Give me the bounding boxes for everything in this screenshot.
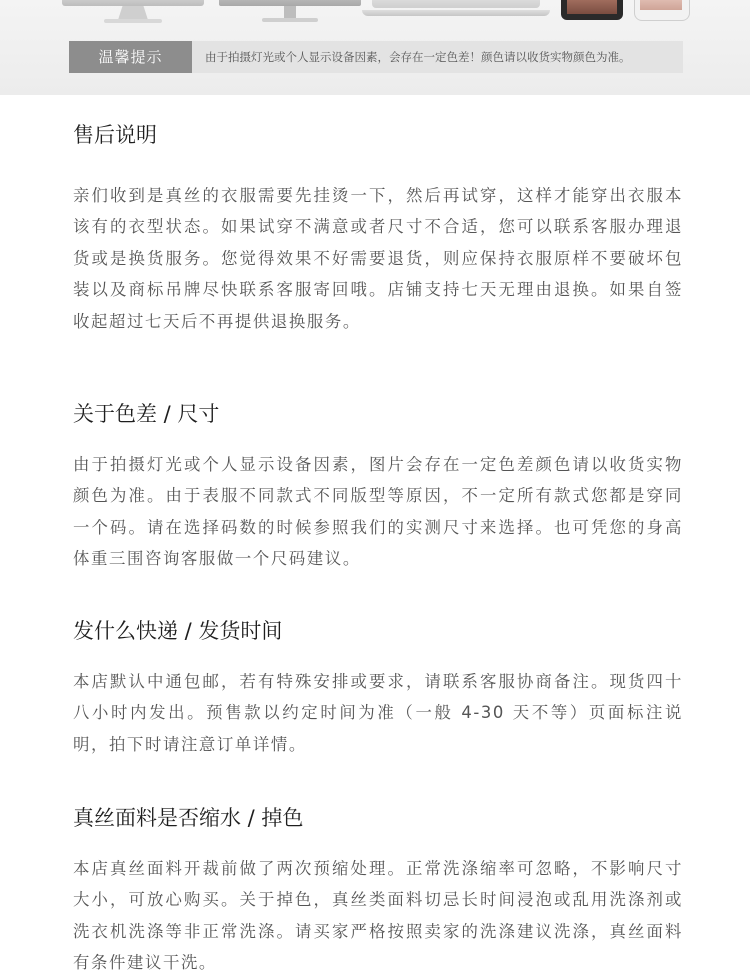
section-shipping [73,617,683,760]
notice-text: 由于拍摄灯光或个人显示设备因素，会存在一定色差！颜色请以收货实物颜色为准。 [205,50,631,64]
device-banner [0,0,750,95]
laptop-illustration [372,0,540,8]
laptop-base-illustration [362,10,550,16]
tablet-screen-illustration [567,0,617,14]
section-after-sales [73,121,683,337]
notice-label: 温馨提示 [69,41,192,73]
color-notice-bar [69,41,683,73]
section-body: 由于拍摄灯光或个人显示设备因素，图片会存在一定色差颜色请以收货实物颜色为准。由于表服不同款式不同版型等原因，不一定所有款式您都是穿同一个码。请在选择码数的时候参照我们的实测尺寸来选择。也可凭您的身高体重三围咨询客服做一个尺码建议。 [73,455,683,569]
section-title: 发什么快递 / 发货时间 [73,619,283,643]
section-body: 本店真丝面料开裁前做了两次预缩处理。正常洗涤缩率可忽略，不影响尺寸大小，可放心购买。关于掉色，真丝类面料切忌长时间浸泡或乱用洗涤剂或洗衣机洗涤等非正常洗涤。请买家严格按照卖家的洗涤建议洗涤，真丝面料有条件建议干洗。 [73,859,683,973]
imac-base-illustration [104,19,162,23]
imac-illustration [62,0,204,6]
section-fabric-care [73,804,683,979]
section-color-size [73,400,683,575]
monitor-stand-illustration [284,6,296,18]
section-title: 售后说明 [73,123,157,147]
monitor-base-illustration [262,18,318,22]
phone-screen-illustration [640,0,682,10]
section-title: 真丝面料是否缩水 / 掉色 [73,806,304,830]
imac-stand-illustration [118,6,148,20]
section-body: 亲们收到是真丝的衣服需要先挂烫一下，然后再试穿，这样才能穿出衣服本该有的衣型状态。如果试穿不满意或者尺寸不合适，您可以联系客服办理退货或是换货服务。您觉得效果不好需要退货，则应保持衣服原样不要破坏包装以及商标吊牌尽快联系客服寄回哦。店铺支持七天无理由退换。如果自签收起超过七天后不再提供退换服务。 [73,186,683,331]
section-body: 本店默认中通包邮，若有特殊安排或要求，请联系客服协商备注。现货四十八小时内发出。预售款以约定时间为准（一般 4-30 天不等）页面标注说明，拍下时请注意订单详情。 [73,672,683,754]
section-title: 关于色差 / 尺寸 [73,402,220,426]
